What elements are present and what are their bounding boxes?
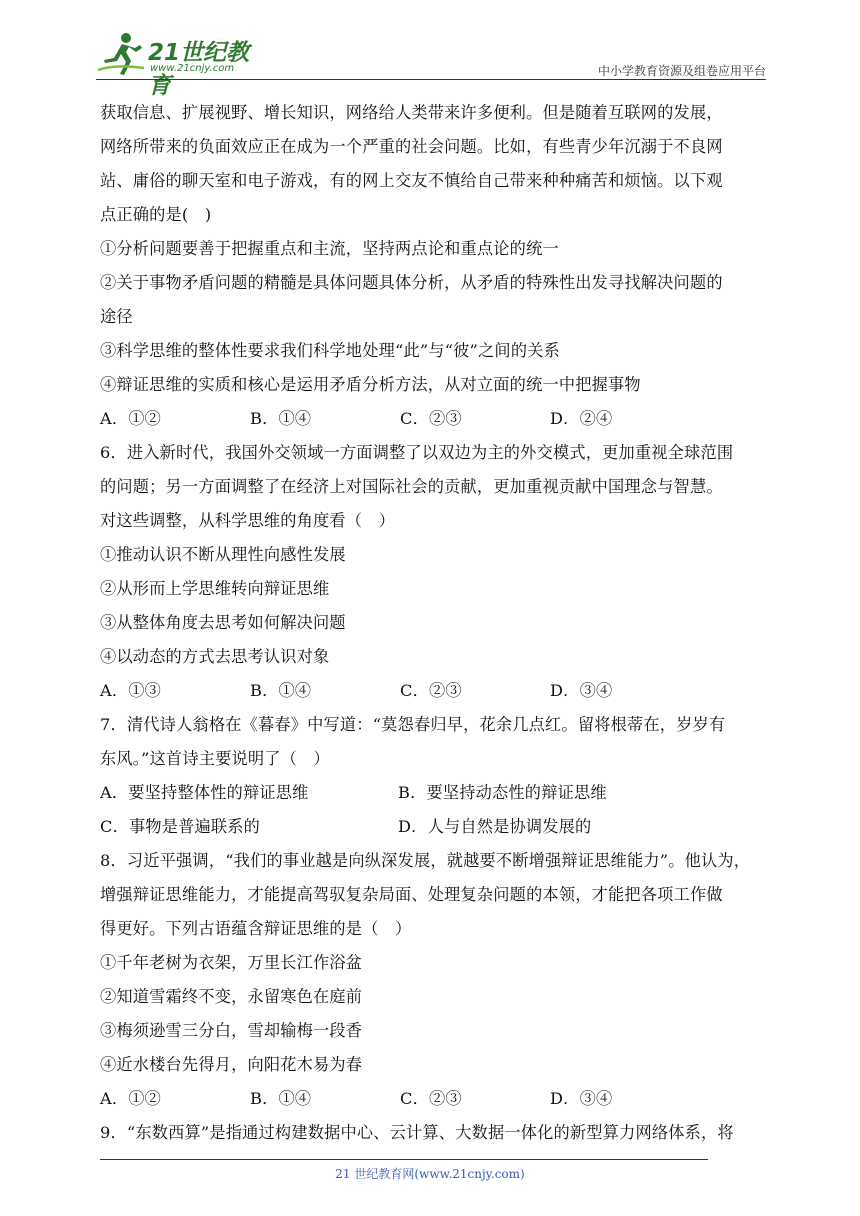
- q8-options: [100, 1082, 764, 1116]
- q5-option-b: B．①④: [250, 409, 312, 428]
- q6-option-a: A．①③: [100, 681, 162, 700]
- q7-stem-line: 东风。”这首诗主要说明了（ ）: [100, 749, 330, 768]
- q8-stem-line: 得更好。下列古语蕴含辩证思维的是（ ）: [100, 919, 412, 938]
- q5-item: ③科学思维的整体性要求我们科学地处理“此”与“彼”之间的关系: [100, 341, 560, 360]
- q6-option-d: D．③④: [550, 681, 613, 700]
- q7-option-b: B．要坚持动态性的辩证思维: [398, 783, 607, 802]
- footer-divider: [100, 1159, 708, 1160]
- q7-options-row-1: [100, 776, 764, 810]
- q6-stem-line: 对这些调整，从科学思维的角度看（ ）: [100, 511, 395, 530]
- q5-option-c: C．②③: [400, 409, 462, 428]
- q6-option-c: C．②③: [400, 681, 462, 700]
- q6-item: ④以动态的方式去思考认识对象: [100, 647, 330, 666]
- q5-options: [100, 402, 764, 436]
- q6-item: ①推动认识不断从理性向感性发展: [100, 545, 346, 564]
- q6-item: ②从形而上学思维转向辩证思维: [100, 579, 330, 598]
- q8-item: ④近水楼台先得月，向阳花木易为春: [100, 1055, 363, 1074]
- q9-stem-line: 9．“东数西算”是指通过构建数据中心、云计算、大数据一体化的新型算力网络体系，将: [100, 1123, 734, 1142]
- q6-stem-line: 6．进入新时代，我国外交领域一方面调整了以双边为主的外交模式，更加重视全球范围: [100, 443, 734, 462]
- site-logo[interactable]: [96, 30, 266, 99]
- q6-options: [100, 674, 764, 708]
- q8-option-a: A．①②: [100, 1089, 162, 1108]
- q6-item: ③从整体角度去思考如何解决问题: [100, 613, 346, 632]
- q8-item: ③梅须逊雪三分白，雪却输梅一段香: [100, 1021, 363, 1040]
- q6-option-b: B．①④: [250, 681, 312, 700]
- q8-stem-line: 8．习近平强调，“我们的事业越是向纵深发展，就越要不断增强辩证思维能力”。他认为，: [100, 851, 751, 870]
- q8-item: ②知道雪霜终不变，永留寒色在庭前: [100, 987, 363, 1006]
- logo-text: 21世纪教育: [148, 40, 250, 99]
- q5-stem-line: 获取信息、扩展视野、增长知识，网络给人类带来许多便利。但是随着互联网的发展，: [100, 103, 723, 122]
- q5-item: 途径: [100, 307, 133, 326]
- q6-stem-line: 的问题；另一方面调整了在经济上对国际社会的贡献，更加重视贡献中国理念与智慧。: [100, 477, 723, 496]
- q5-item: ④辩证思维的实质和核心是运用矛盾分析方法，从对立面的统一中把握事物: [100, 375, 641, 394]
- page-header: [96, 30, 766, 99]
- q5-item: ②关于事物矛盾问题的精髓是具体问题具体分析，从矛盾的特殊性出发寻找解决问题的: [100, 273, 723, 292]
- q5-option-a: A．①②: [100, 409, 162, 428]
- q7-option-d: D．人与自然是协调发展的: [398, 817, 592, 836]
- runner-logo-icon: [96, 30, 148, 78]
- q8-option-d: D．③④: [550, 1089, 613, 1108]
- q7-option-a: A．要坚持整体性的辩证思维: [100, 783, 309, 802]
- logo-url: www.21cnjy.com: [150, 63, 235, 74]
- question-content: [100, 96, 764, 1150]
- q5-stem-line: 点正确的是( ): [100, 205, 212, 224]
- page-footer[interactable]: 21 世纪教育网(www.21cnjy.com): [335, 1167, 525, 1181]
- q5-option-d: D．②④: [550, 409, 613, 428]
- q7-options-row-2: [100, 810, 764, 844]
- q8-stem-line: 增强辩证思维能力，才能提高驾驭复杂局面、处理复杂问题的本领，才能把各项工作做: [100, 885, 723, 904]
- q7-stem-line: 7．清代诗人翁格在《暮春》中写道：“莫怨春归早，花余几点红。留将根蒂在，岁岁有: [100, 715, 726, 734]
- q7-option-c: C．事物是普遍联系的: [100, 817, 261, 836]
- platform-label: 中小学教育资源及组卷应用平台: [597, 64, 766, 78]
- q5-stem-line: 站、庸俗的聊天室和电子游戏，有的网上交友不慎给自己带来种种痛苦和烦恼。以下观: [100, 171, 723, 190]
- q5-item: ①分析问题要善于把握重点和主流，坚持两点论和重点论的统一: [100, 239, 559, 258]
- q8-option-b: B．①④: [250, 1089, 312, 1108]
- q8-item: ①千年老树为衣架，万里长江作浴盆: [100, 953, 363, 972]
- q5-stem-line: 网络所带来的负面效应正在成为一个严重的社会问题。比如，有些青少年沉溺于不良网: [100, 137, 723, 156]
- q8-option-c: C．②③: [400, 1089, 462, 1108]
- header-divider: [96, 79, 766, 80]
